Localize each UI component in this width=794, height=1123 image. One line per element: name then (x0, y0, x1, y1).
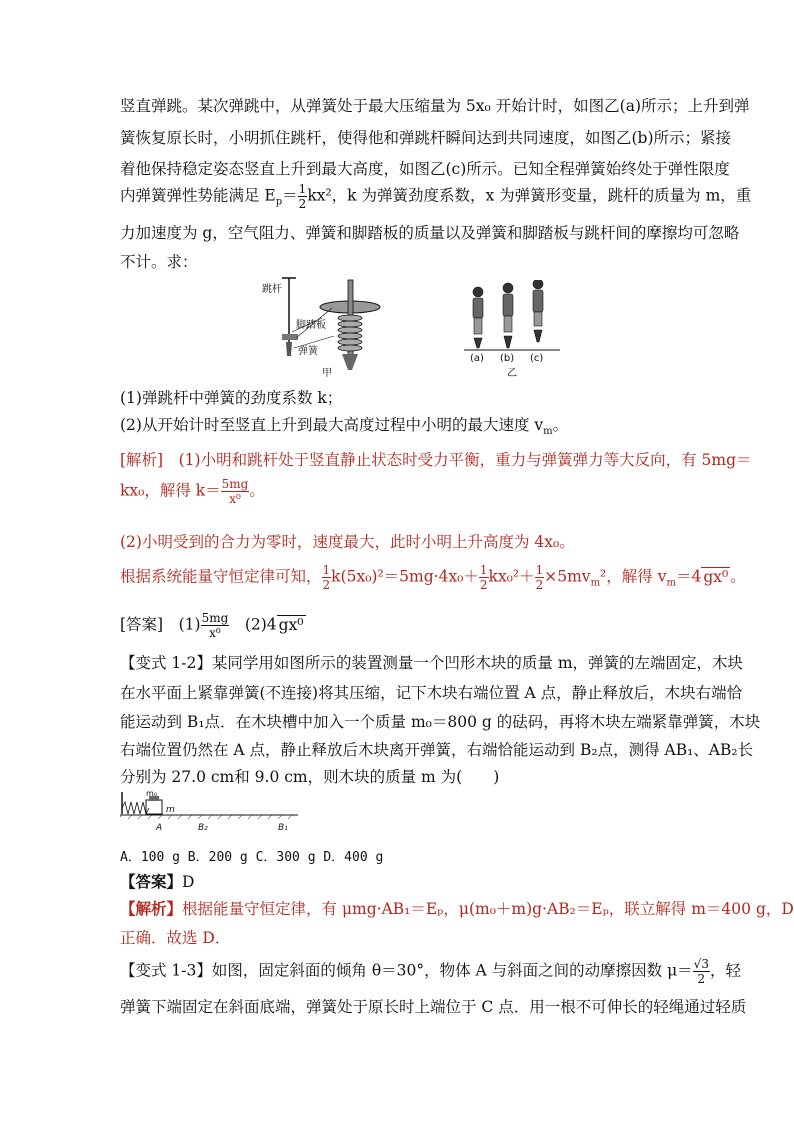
answer-line: [答案] (1) $\frac{5mg}{\text{x⁰}}$ (2)4 gx⁰ (120, 611, 304, 640)
variant12-line-5: 分别为 27.0 cm和 9.0 cm，则木块的质量 m 为( ) (120, 768, 500, 786)
intro-line-2: 簧恢复原长时，小明抓住跳杆，使得他和弹跳杆瞬间达到共同速度，如图乙(b)所示；紧接 (120, 129, 732, 147)
variant12-line-2: 在水平面上紧靠弹簧(不连接)将其压缩，记下木块右端位置 A 点，静止释放后，木块右端恰 (120, 684, 743, 702)
figure-spring-block (120, 788, 300, 834)
variant12-answer: 【答案】D (120, 872, 195, 891)
question-1: (1)弹跳杆中弹簧的劲度系数 k； (120, 389, 343, 407)
figure-pogo-stick (262, 274, 402, 380)
analysis-line-1: [解析] (1)小明和跳杆处于竖直静止状态时受力平衡，重力与弹簧弹力等大反向，有 5mg＝ (120, 451, 752, 469)
variant12-line-3: 能运动到 B₁点．在木块槽中加入一个质量 m₀＝800 g 的砝码，再将木块左端紧靠弹簧，木块 (120, 713, 761, 731)
variant13-line-2: 弹簧下端固定在斜面底端，弹簧处于原长时上端位于 C 点．用一根不可伸长的轻绳通过轻质 (120, 998, 747, 1016)
question-2: (2)从开始计时至竖直上升到最大高度过程中小明的最大速度 $v_m$。 (120, 416, 569, 438)
intro-line-4: 内弹簧弹性势能满足 $E_p=$ $\frac{1}{2}$ kx²，k 为弹簧劲度系数，x 为弹簧形变量，跳杆的质量为 m，重 (120, 182, 752, 211)
label-m0: m₀ (146, 789, 157, 798)
figure-jump-sequence (462, 280, 562, 380)
label-tanhuang: 弹簧 (298, 346, 318, 357)
intro-line-6: 不计。求： (120, 253, 198, 271)
variant12-options: A．100 g B．200 g C．300 g D．400 g (120, 850, 384, 865)
caption-yi: 乙 (507, 368, 517, 379)
analysis-line-4: 根据系统能量守恒定律可知， $\frac{1}{2}$ k(5x₀)²＝5mg·4x₀＋ $\frac{1}{2}$ kx₀²＋ $\frac{1}{2}$ $\times 5mv_m^2$，解得 $v_m=4$ gx⁰ 。 (120, 563, 746, 592)
label-A: A (156, 823, 163, 833)
label-b: (b) (500, 353, 515, 364)
label-jiaotaban: 脚踏板 (296, 320, 326, 331)
label-c: (c) (530, 353, 544, 364)
variant12-line-4: 右端位置仍然在 A 点，静止释放后木块离开弹簧，右端恰能运动到 B₂点，测得 AB₁、AB₂长 (120, 741, 754, 759)
intro-line-1: 竖直弹跳。某次弹跳中，从弹簧处于最大压缩量为 5x₀ 开始计时，如图乙(a)所示；上升到弹 (120, 97, 750, 115)
variant13-line-1: 【变式 1-3】如图，固定斜面的倾角 θ＝30°，物体 A 与斜面之间的动摩擦因数 μ＝ $\frac{√3}{2}$ ，轻 (120, 957, 741, 986)
caption-jia: 甲 (322, 368, 332, 379)
half-fraction: $\frac{1}{2}$ (298, 182, 307, 211)
label-a: (a) (470, 353, 484, 364)
analysis-line-2: kx₀，解得 k＝ $\frac{5mg}{\text{x⁰}}$ 。 (120, 477, 265, 506)
label-B1: B₁ (278, 823, 288, 833)
analysis-line-3: (2)小明受到的合力为零时，速度最大，此时小明上升高度为 4x₀。 (120, 533, 575, 551)
label-B2: B₂ (198, 823, 208, 833)
intro-line-5: 力加速度为 g，空气阻力、弹簧和脚踏板的质量以及弹簧和脚踏板与跳杆间的摩擦均可忽略 (120, 224, 740, 242)
variant12-analysis-line-1: 【解析】根据能量守恒定律，有 μmg·AB₁＝Eₚ，μ(m₀＋m)g·AB₂＝Eₚ，联立解得 m＝400 g，D (120, 899, 794, 918)
intro-line-3: 着他保持稳定姿态竖直上升到最大高度，如图乙(c)所示。已知全程弹簧始终处于弹性限度 (120, 160, 730, 178)
label-m: m (166, 805, 175, 815)
label-tiaogan: 跳杆 (262, 284, 282, 295)
variant12-analysis-line-2: 正确．故选 D． (120, 929, 231, 947)
variant12-line-1: 【变式 1-2】某同学用如图所示的装置测量一个凹形木块的质量 m，弹簧的左端固定，木块 (120, 654, 744, 672)
